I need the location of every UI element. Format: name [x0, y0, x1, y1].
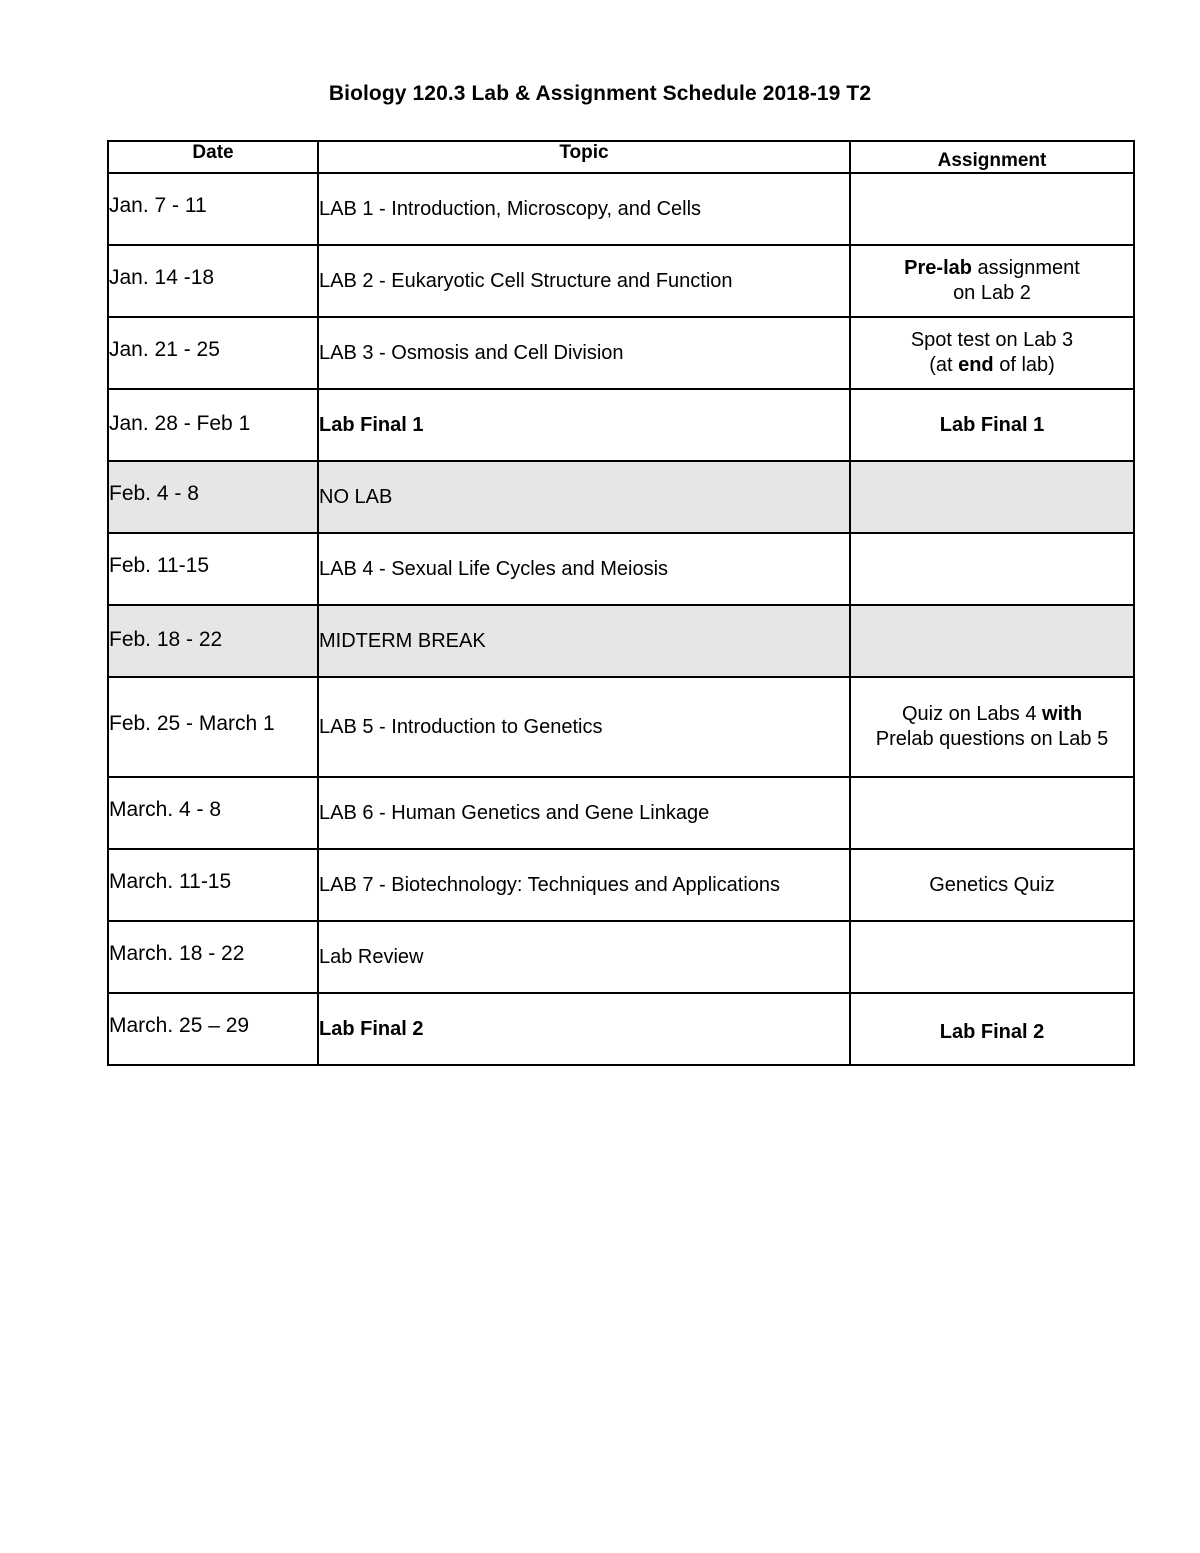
topic-cell: LAB 5 - Introduction to Genetics	[318, 677, 850, 777]
assignment-cell	[850, 245, 1134, 317]
topic-cell: LAB 7 - Biotechnology: Techniques and Applications	[318, 849, 850, 921]
date-cell: Jan. 21 - 25	[108, 317, 318, 389]
topic-cell: NO LAB	[318, 461, 850, 533]
assignment-cell	[850, 533, 1134, 605]
assignment-cell	[850, 921, 1134, 993]
assignment-text: Spot test on Lab 3	[910, 329, 1074, 351]
assignment-cell	[850, 317, 1134, 389]
assignment-bold-text: Pre-lab	[904, 257, 972, 279]
table-row	[108, 777, 1134, 849]
assignment-cell: Genetics Quiz	[850, 849, 1134, 921]
assignment-cell: Lab Final 2	[850, 993, 1134, 1065]
table-row	[108, 173, 1134, 245]
topic-cell: Lab Review	[318, 921, 850, 993]
date-cell: Feb. 18 - 22	[108, 605, 318, 677]
table-row	[108, 461, 1134, 533]
header-topic: Topic	[318, 141, 850, 173]
date-cell: March. 25 – 29	[108, 993, 318, 1065]
assignment-text: (at	[929, 354, 959, 376]
date-cell: Feb. 11-15	[108, 533, 318, 605]
schedule-table	[107, 140, 1135, 1066]
assignment-text: Prelab questions on Lab 5	[875, 728, 1109, 750]
topic-cell: LAB 2 - Eukaryotic Cell Structure and Function	[318, 245, 850, 317]
table-header-row	[108, 141, 1134, 173]
table-row	[108, 533, 1134, 605]
topic-cell: LAB 4 - Sexual Life Cycles and Meiosis	[318, 533, 850, 605]
assignment-text: assignment	[971, 257, 1080, 279]
assignment-cell: Lab Final 1	[850, 389, 1134, 461]
table-row	[108, 389, 1134, 461]
date-cell: Feb. 4 - 8	[108, 461, 318, 533]
topic-cell: MIDTERM BREAK	[318, 605, 850, 677]
table-row	[108, 245, 1134, 317]
date-cell: Jan. 7 - 11	[108, 173, 318, 245]
topic-cell: Lab Final 1	[318, 389, 850, 461]
assignment-text: on Lab 2	[953, 282, 1031, 304]
date-cell: March. 18 - 22	[108, 921, 318, 993]
table-row	[108, 921, 1134, 993]
table-row	[108, 317, 1134, 389]
table-row	[108, 605, 1134, 677]
assignment-cell	[850, 461, 1134, 533]
assignment-bold-text: with	[1042, 703, 1083, 725]
table-row	[108, 849, 1134, 921]
assignment-cell	[850, 777, 1134, 849]
date-cell: Jan. 28 - Feb 1	[108, 389, 318, 461]
topic-cell: LAB 1 - Introduction, Microscopy, and Cells	[318, 173, 850, 245]
assignment-text: of lab)	[993, 354, 1055, 376]
assignment-text: Quiz on Labs 4	[901, 703, 1043, 725]
document-title: Biology 120.3 Lab & Assignment Schedule 2018-19 T2	[328, 82, 872, 105]
table-row	[108, 993, 1134, 1065]
assignment-cell	[850, 605, 1134, 677]
date-cell: March. 4 - 8	[108, 777, 318, 849]
assignment-cell	[850, 677, 1134, 777]
assignment-bold-text: end	[958, 354, 994, 376]
topic-cell: LAB 3 - Osmosis and Cell Division	[318, 317, 850, 389]
assignment-cell	[850, 173, 1134, 245]
table-row	[108, 677, 1134, 777]
topic-cell: LAB 6 - Human Genetics and Gene Linkage	[318, 777, 850, 849]
topic-cell: Lab Final 2	[318, 993, 850, 1065]
header-date: Date	[108, 141, 318, 173]
date-cell: Jan. 14 -18	[108, 245, 318, 317]
date-cell: Feb. 25 - March 1	[108, 677, 318, 777]
date-cell: March. 11-15	[108, 849, 318, 921]
header-assignment: Assignment	[850, 141, 1134, 173]
